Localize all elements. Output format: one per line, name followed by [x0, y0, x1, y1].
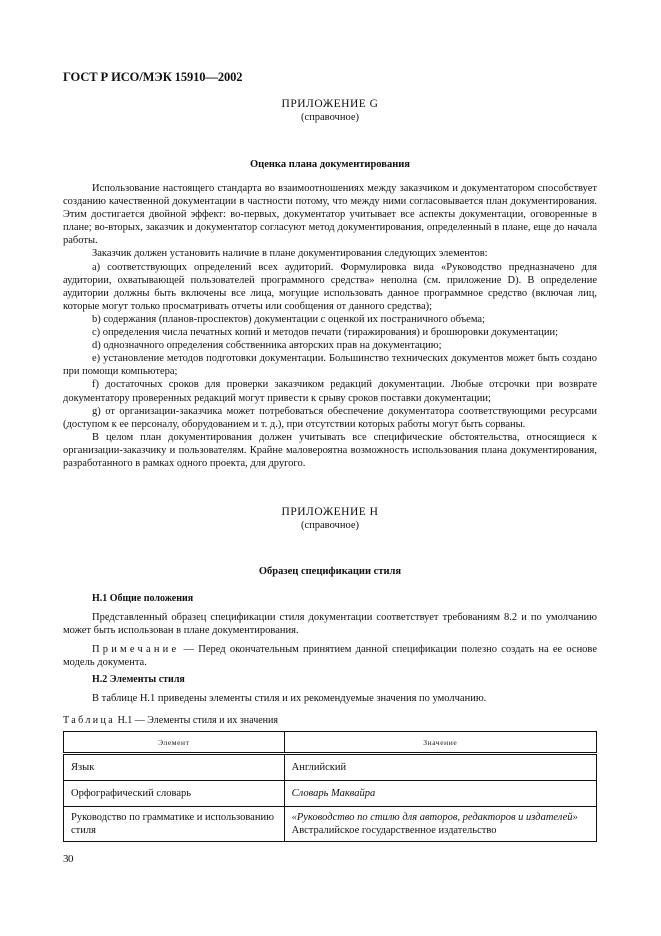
list-item-g: g) от организации-заказчика может потребоваться обеспечение документатора соответствующими ресурсами (доступом к ее персоналу, оборудованием и т. д.), при отсутствии которых работы могут быть сорваны. — [63, 405, 597, 430]
value-cell — [284, 807, 596, 842]
note-block — [63, 643, 597, 669]
document-code-header: ГОСТ Р ИСО/МЭК 15910—2002 — [63, 70, 243, 84]
value-cell: Английский — [284, 754, 596, 781]
h1-heading: Н.1 Общие положения — [92, 593, 194, 604]
list-item-a: a) соответствующих определений всех аудиторий. Формулировка вида «Руководство предназначено для аудитории, охватывающей пользователей программного средства» неполна (см. приложение D). В определение аудитории должны быть включены все лица, могущие использовать данное программное средство (включая лиц, которые могут только просматривать отчеты или сообщения от данного средства); — [63, 261, 597, 312]
style-elements-table — [63, 731, 597, 842]
annex-h-title: ПРИЛОЖЕНИЕ H — [281, 506, 379, 518]
annex-g-status: (справочное) — [301, 112, 359, 123]
h2-paragraph-block — [63, 692, 597, 705]
table-caption-label: Таблица — [63, 715, 116, 726]
paragraph: Заказчик должен установить наличие в плане документирования следующих элементов: — [92, 248, 488, 260]
list-item-b: b) содержания (планов-проспектов) документации с оценкой их постраничного объема; — [92, 313, 485, 325]
value-cell: Словарь Маквайра — [284, 781, 596, 807]
note-text: — Перед окончательным принятием данной спецификации полезно создать на ее основе модель документа. — [63, 644, 597, 669]
page-number: 30 — [63, 853, 73, 865]
annex-g-body — [63, 182, 597, 470]
element-cell: Руководство по грамматике и использованию стиля — [64, 807, 285, 842]
column-header-element: Элемент — [64, 732, 285, 754]
list-item-d: d) однозначного определения собственника авторских прав на документацию; — [92, 340, 442, 352]
paragraph: Представленный образец спецификации стиля документации соответствует требованиям 8.2 и по умолчанию может быть использован в плане документирования. — [63, 612, 597, 637]
table-row — [64, 754, 597, 781]
paragraph: Использование настоящего стандарта во взаимоотношениях между заказчиком и документатором способствует созданию качественной документации в частности потому, что между ними согласовывается план документирования. Этим достигается двойной эффект: во-первых, документатор учитывает все аспекты документации, оговоренные в плане; во-вторых, заказчик и документатор согласуют метод документирования, определенный в плане, еще до начала работы. — [63, 183, 597, 247]
table-caption — [63, 715, 278, 727]
value-title: «Руководство по стилю для авторов, редакторов и издателей» — [291, 812, 578, 823]
annex-g-section-title: Оценка плана документирования — [250, 159, 410, 170]
paragraph: В таблице Н.1 приведены элементы стиля и их рекомендуемые значения по умолчанию. — [92, 693, 487, 704]
list-item-e: e) установление методов подготовки документации. Большинство технических документов может быть создано при помощи компьютера; — [63, 353, 597, 378]
list-item-f: f) достаточных сроков для проверки заказчиком редакций документации. Любые отсрочки при возврате документатору проверенных редакций могут привести к срыву сроков поставки документации; — [63, 379, 597, 404]
column-header-value: Значение — [284, 732, 596, 754]
note-label: Примечание — [92, 644, 180, 655]
annex-h-status: (справочное) — [301, 520, 359, 531]
table-header-row — [64, 732, 597, 754]
table-row — [64, 781, 597, 807]
h2-heading: Н.2 Элементы стиля — [92, 674, 185, 685]
element-cell: Орфографический словарь — [64, 781, 285, 807]
table-row — [64, 807, 597, 842]
table-caption-text: Н.1 — Элементы стиля и их значения — [117, 715, 278, 726]
element-cell: Язык — [64, 754, 285, 781]
annex-h-section-title: Образец спецификации стиля — [258, 566, 402, 577]
paragraph: В целом план документирования должен учитывать все специфические обстоятельства, относящиеся к организации-заказчику и пользователям. Крайне маловероятна возможность использования плана документирования, разработанного в рамках одного проекта, для другого. — [63, 431, 597, 469]
annex-g-title: ПРИЛОЖЕНИЕ G — [281, 98, 379, 110]
value-publisher: Австралийское государственное издательство — [291, 825, 497, 836]
h1-paragraph-block — [63, 611, 597, 637]
list-item-c: c) определения числа печатных копий и методов печати (тиражирования) и брошюровки документации; — [92, 327, 559, 339]
